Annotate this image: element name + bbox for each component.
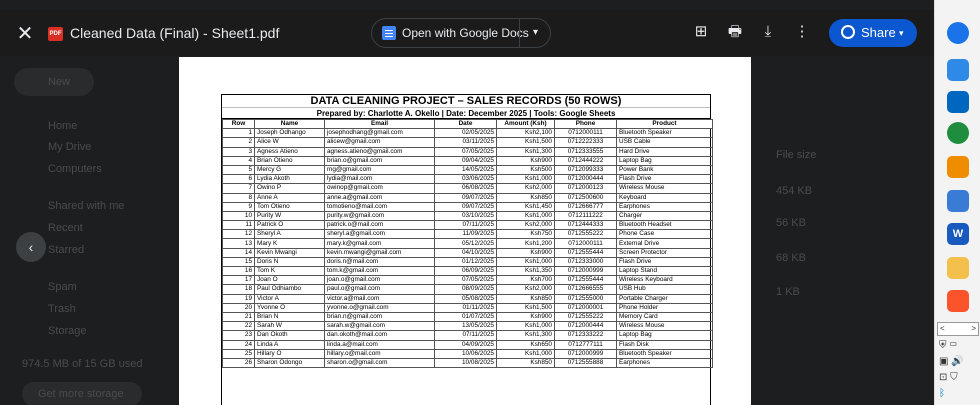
table-cell: Ksh1,000 <box>497 211 555 220</box>
table-row <box>223 303 713 312</box>
table-cell: linda.a@mail.com <box>325 340 435 349</box>
table-cell: 0712111222 <box>555 211 617 220</box>
open-with-button[interactable] <box>371 18 551 48</box>
table-cell: Flash Drive <box>617 257 713 266</box>
viewer-toolbar <box>0 10 934 56</box>
column-header: Phone <box>555 120 617 129</box>
table-row <box>223 312 713 321</box>
table-cell: josephodhang@gmail.com <box>325 129 435 138</box>
previous-file-button[interactable]: ‹ <box>16 232 46 262</box>
column-header: Amount (Ksh) <box>497 120 555 129</box>
table-cell: 05/08/2025 <box>435 294 497 303</box>
storage-used: 974.5 MB of 15 GB used <box>22 358 143 370</box>
windows-taskbar <box>934 0 980 405</box>
table-cell: 01/12/2025 <box>435 257 497 266</box>
table-cell: Tom K <box>255 267 325 276</box>
table-cell: 16 <box>223 267 255 276</box>
table-cell: Wireless Mouse <box>617 184 713 193</box>
table-cell: 6 <box>223 175 255 184</box>
column-header: Product <box>617 120 713 129</box>
spreadsheet <box>221 94 711 405</box>
get-storage-label: Get more storage <box>38 388 124 400</box>
table-cell: joan.o@gmail.com <box>325 276 435 285</box>
table-cell: Kevin Mwangi <box>255 248 325 257</box>
table-cell: 07/11/2025 <box>435 221 497 230</box>
download-icon[interactable]: ⤓ <box>764 23 772 40</box>
table-cell: lydia@mail.com <box>325 175 435 184</box>
table-cell: tom.k@gmail.com <box>325 267 435 276</box>
file-size-header: File size <box>776 149 817 161</box>
table-row <box>223 322 713 331</box>
table-cell: Flash Disk <box>617 340 713 349</box>
table-cell: brian.o@gmail.com <box>325 156 435 165</box>
tray-extra-icons[interactable]: ⊡ ⛉ <box>939 372 958 383</box>
close-icon[interactable]: ✕ <box>16 23 34 45</box>
table-cell: Mercy G <box>255 165 325 174</box>
table-cell: 0712000001 <box>555 303 617 312</box>
table-cell: 14/05/2025 <box>435 165 497 174</box>
table-cell: Ksh1,500 <box>497 138 555 147</box>
table-cell: Flash Drive <box>617 175 713 184</box>
table-cell: Ksh1,000 <box>497 322 555 331</box>
table-row <box>223 129 713 138</box>
table-cell: 26 <box>223 358 255 367</box>
table-cell: 24 <box>223 340 255 349</box>
nav-my-drive: My Drive <box>48 141 92 153</box>
bluetooth-icon[interactable]: ᛒ <box>939 388 945 399</box>
table-cell: 04/09/2025 <box>435 340 497 349</box>
file-size: 1 KB <box>776 286 800 298</box>
table-cell: 0712444222 <box>555 156 617 165</box>
table-row <box>223 230 713 239</box>
table-body <box>223 129 713 368</box>
table-cell: Purity W <box>255 211 325 220</box>
table-cell: 4 <box>223 156 255 165</box>
table-cell: Wireless Keyboard <box>617 276 713 285</box>
table-cell: 3 <box>223 147 255 156</box>
table-cell: Bluetooth Speaker <box>617 349 713 358</box>
table-row <box>223 193 713 202</box>
table-cell: 0712222333 <box>555 138 617 147</box>
table-cell: Victor A <box>255 294 325 303</box>
table-cell: tomotieno@mail.com <box>325 202 435 211</box>
table-cell: 0712666777 <box>555 202 617 211</box>
table-cell: 13/05/2025 <box>435 322 497 331</box>
table-cell: 20 <box>223 303 255 312</box>
share-button[interactable] <box>829 19 917 47</box>
table-cell: Ksh850 <box>497 193 555 202</box>
open-with-label: Open with Google Docs <box>402 26 529 40</box>
column-header: Email <box>325 120 435 129</box>
globe-icon <box>841 25 855 39</box>
nav-starred: Starred <box>48 244 85 256</box>
table-cell: 2 <box>223 138 255 147</box>
sales-table <box>222 119 713 368</box>
share-dropdown[interactable]: ▾ <box>899 28 904 38</box>
table-cell: mary.k@gmail.com <box>325 239 435 248</box>
table-cell: 11/09/2025 <box>435 230 497 239</box>
table-cell: sheryl.a@gmail.com <box>325 230 435 239</box>
table-cell: purity.w@gmail.com <box>325 211 435 220</box>
table-cell: 0712555444 <box>555 248 617 257</box>
table-cell: dan.okoth@mail.com <box>325 331 435 340</box>
table-cell: 8 <box>223 193 255 202</box>
table-cell: Portable Charger <box>617 294 713 303</box>
word-icon[interactable]: W <box>947 223 969 245</box>
new-label: New <box>48 76 71 88</box>
table-cell: Ksh900 <box>497 312 555 321</box>
pdf-icon: PDF <box>48 27 63 41</box>
table-cell: 08/09/2025 <box>435 285 497 294</box>
table-cell: 10 <box>223 211 255 220</box>
table-cell: Sheryl A <box>255 230 325 239</box>
table-cell: 9 <box>223 202 255 211</box>
table-cell: mg@gmail.com <box>325 165 435 174</box>
google-docs-icon <box>382 26 396 40</box>
table-cell: Screen Protector <box>617 248 713 257</box>
table-cell: 0712500600 <box>555 193 617 202</box>
table-row <box>223 285 713 294</box>
table-cell: Bluetooth Speaker <box>617 129 713 138</box>
table-cell: 0712777111 <box>555 340 617 349</box>
table-cell: Bluetooth Headset <box>617 221 713 230</box>
table-cell: 0712000444 <box>555 175 617 184</box>
table-cell: Alice W <box>255 138 325 147</box>
table-cell: 23 <box>223 331 255 340</box>
table-row <box>223 349 713 358</box>
nav-storage: Storage <box>48 325 87 337</box>
network-volume-icons[interactable]: ▣ 🔊 <box>939 356 964 367</box>
table-cell: 01/11/2025 <box>435 303 497 312</box>
table-cell: Ksh700 <box>497 276 555 285</box>
table-cell: yvonne.o@gmail.com <box>325 303 435 312</box>
tray-icons[interactable]: ⛨ ▭ <box>939 340 958 351</box>
table-cell: Patrick O <box>255 221 325 230</box>
table-cell: 0712555888 <box>555 358 617 367</box>
table-cell: 07/05/2025 <box>435 276 497 285</box>
table-cell: 14 <box>223 248 255 257</box>
table-cell: 09/07/2025 <box>435 202 497 211</box>
table-row <box>223 221 713 230</box>
table-row <box>223 358 713 367</box>
table-row <box>223 239 713 248</box>
table-cell: 0712000111 <box>555 129 617 138</box>
nav-shared: Shared with me <box>48 200 125 212</box>
cloud-icon[interactable] <box>947 59 969 81</box>
table-cell: 0712000999 <box>555 267 617 276</box>
network-icon[interactable] <box>947 190 969 212</box>
table-cell: Ksh1,000 <box>497 257 555 266</box>
table-cell: Joan O <box>255 276 325 285</box>
table-cell: 0712000999 <box>555 349 617 358</box>
table-cell: victor.a@mail.com <box>325 294 435 303</box>
table-cell: 10/08/2025 <box>435 358 497 367</box>
table-cell: 0712000444 <box>555 322 617 331</box>
table-cell: 07/11/2025 <box>435 331 497 340</box>
table-cell: USB Cable <box>617 138 713 147</box>
table-row <box>223 340 713 349</box>
table-cell: Hard Drive <box>617 147 713 156</box>
brave-icon[interactable] <box>947 290 969 312</box>
table-cell: 02/05/2025 <box>435 129 497 138</box>
table-cell: Phone Case <box>617 230 713 239</box>
table-row <box>223 184 713 193</box>
table-cell: sharon.o@gmail.com <box>325 358 435 367</box>
table-cell: Ksh1,000 <box>497 349 555 358</box>
sheet-title: DATA CLEANING PROJECT – SALES RECORDS (50 ROWS) <box>222 95 710 108</box>
table-cell: 11 <box>223 221 255 230</box>
table-row <box>223 211 713 220</box>
table-cell: Lydia Akoth <box>255 175 325 184</box>
table-row <box>223 165 713 174</box>
add-comment-icon[interactable]: ⊞ <box>694 23 708 40</box>
column-header: Row <box>223 120 255 129</box>
table-cell: 0712555222 <box>555 312 617 321</box>
table-cell: 13 <box>223 239 255 248</box>
table-cell: brian.n@gmail.com <box>325 312 435 321</box>
table-cell: Ksh1,300 <box>497 331 555 340</box>
table-cell: 19 <box>223 294 255 303</box>
table-cell: Sarah W <box>255 322 325 331</box>
table-cell: 0712333000 <box>555 257 617 266</box>
table-cell: Ksh650 <box>497 340 555 349</box>
table-cell: Laptop Stand <box>617 267 713 276</box>
table-cell: Ksh2,100 <box>497 129 555 138</box>
nav-spam: Spam <box>48 281 77 293</box>
table-cell: Laptop Bag <box>617 156 713 165</box>
table-cell: 25 <box>223 349 255 358</box>
table-cell: 03/10/2025 <box>435 211 497 220</box>
open-with-dropdown[interactable]: ▾ <box>519 19 551 47</box>
table-cell: 5 <box>223 165 255 174</box>
table-cell: Sharon Odongo <box>255 358 325 367</box>
table-cell: patrick.o@mail.com <box>325 221 435 230</box>
table-cell: 22 <box>223 322 255 331</box>
table-row <box>223 294 713 303</box>
table-row <box>223 248 713 257</box>
table-row <box>223 331 713 340</box>
table-cell: 04/10/2025 <box>435 248 497 257</box>
table-cell: USB Hub <box>617 285 713 294</box>
table-cell: External Drive <box>617 239 713 248</box>
file-size: 56 KB <box>776 217 806 229</box>
table-cell: Ksh900 <box>497 156 555 165</box>
share-label: Share <box>861 25 896 40</box>
table-cell: 7 <box>223 184 255 193</box>
chevron-left-icon[interactable]: < <box>940 324 945 333</box>
table-cell: Ksh2,000 <box>497 221 555 230</box>
table-cell: owinop@gmail.com <box>325 184 435 193</box>
table-cell: Ksh1,000 <box>497 175 555 184</box>
table-cell: Ksh1,450 <box>497 202 555 211</box>
table-cell: 0712000123 <box>555 184 617 193</box>
table-cell: Ksh1,300 <box>497 147 555 156</box>
table-cell: 17 <box>223 276 255 285</box>
table-cell: Agness Atieno <box>255 147 325 156</box>
table-cell: Laptop Bag <box>617 331 713 340</box>
nav-home: Home <box>48 120 78 132</box>
document-title: Cleaned Data (Final) - Sheet1.pdf <box>70 25 280 41</box>
table-cell: Earphones <box>617 358 713 367</box>
chevron-right-icon[interactable]: > <box>971 324 976 333</box>
table-cell: Keyboard <box>617 193 713 202</box>
table-cell: Phone Holder <box>617 303 713 312</box>
table-cell: Earphones <box>617 202 713 211</box>
taskbar-overflow-control[interactable] <box>937 322 979 336</box>
vlc-icon[interactable] <box>947 156 969 178</box>
table-cell: 06/08/2025 <box>435 184 497 193</box>
table-cell: 0712555000 <box>555 294 617 303</box>
table-cell: Ksh1,350 <box>497 267 555 276</box>
table-cell: Ksh900 <box>497 248 555 257</box>
nav-computers: Computers <box>48 163 102 175</box>
table-row <box>223 156 713 165</box>
table-row <box>223 147 713 156</box>
column-header: Name <box>255 120 325 129</box>
table-cell: 21 <box>223 312 255 321</box>
edge-icon[interactable] <box>947 22 969 44</box>
table-row <box>223 202 713 211</box>
table-cell: Anne A <box>255 193 325 202</box>
table-cell: 0712555444 <box>555 276 617 285</box>
table-header-row <box>223 120 713 129</box>
table-cell: 09/07/2025 <box>435 193 497 202</box>
table-cell: 03/11/2025 <box>435 138 497 147</box>
file-size: 68 KB <box>776 252 806 264</box>
table-cell: Ksh1,500 <box>497 303 555 312</box>
chrome-icon[interactable] <box>947 122 969 144</box>
table-cell: Mary K <box>255 239 325 248</box>
table-cell: hillary.o@mail.com <box>325 349 435 358</box>
table-cell: 03/06/2025 <box>435 175 497 184</box>
table-cell: Yvonne O <box>255 303 325 312</box>
more-options-icon[interactable]: ⋮ <box>794 23 810 40</box>
table-cell: Ksh1,200 <box>497 239 555 248</box>
table-cell: 0712333555 <box>555 147 617 156</box>
table-cell: Wireless Mouse <box>617 322 713 331</box>
table-cell: 10/06/2025 <box>435 349 497 358</box>
table-cell: 07/05/2025 <box>435 147 497 156</box>
store-icon[interactable] <box>947 91 969 113</box>
table-cell: Brian Otieno <box>255 156 325 165</box>
file-size: 454 KB <box>776 185 813 197</box>
table-cell: 15 <box>223 257 255 266</box>
table-cell: alicew@gmail.com <box>325 138 435 147</box>
table-cell: 0712000111 <box>555 239 617 248</box>
table-cell: 0712333222 <box>555 331 617 340</box>
table-cell: doris.n@mail.com <box>325 257 435 266</box>
table-cell: Ksh500 <box>497 165 555 174</box>
nav-recent: Recent <box>48 222 83 234</box>
table-cell: Brian N <box>255 312 325 321</box>
table-cell: 1 <box>223 129 255 138</box>
table-cell: 12 <box>223 230 255 239</box>
table-cell: 05/12/2025 <box>435 239 497 248</box>
table-cell: Ksh2,000 <box>497 285 555 294</box>
table-cell: 01/07/2025 <box>435 312 497 321</box>
table-cell: Ksh850 <box>497 358 555 367</box>
table-row <box>223 175 713 184</box>
table-cell: Joseph Odhango <box>255 129 325 138</box>
table-cell: agness.atieno@gmail.com <box>325 147 435 156</box>
table-cell: 18 <box>223 285 255 294</box>
table-cell: Ksh750 <box>497 230 555 239</box>
table-cell: Hillary O <box>255 349 325 358</box>
pdf-page <box>179 57 751 405</box>
table-row <box>223 267 713 276</box>
table-cell: 0712555222 <box>555 230 617 239</box>
print-icon[interactable]: 🖶 <box>727 23 743 40</box>
table-cell: Paul Odhiambo <box>255 285 325 294</box>
table-cell: Owino P <box>255 184 325 193</box>
table-cell: kevin.mwangi@gmail.com <box>325 248 435 257</box>
table-cell: Doris N <box>255 257 325 266</box>
table-cell: Charger <box>617 211 713 220</box>
table-cell: Power Bank <box>617 165 713 174</box>
table-cell: Dan Okoth <box>255 331 325 340</box>
sheet-subtitle: Prepared by: Charlotte A. Okello | Date: December 2025 | Tools: Google Sheets <box>222 108 710 119</box>
folder-icon[interactable] <box>947 257 969 279</box>
table-cell: Memory Card <box>617 312 713 321</box>
table-row <box>223 257 713 266</box>
table-cell: 09/04/2025 <box>435 156 497 165</box>
table-cell: Linda A <box>255 340 325 349</box>
table-row <box>223 138 713 147</box>
table-cell: sarah.w@gmail.com <box>325 322 435 331</box>
table-cell: paul.o@gmail.com <box>325 285 435 294</box>
table-cell: Ksh850 <box>497 294 555 303</box>
table-cell: 0712099333 <box>555 165 617 174</box>
table-cell: 0712666555 <box>555 285 617 294</box>
table-cell: 0712444333 <box>555 221 617 230</box>
table-cell: 06/09/2025 <box>435 267 497 276</box>
table-cell: anne.a@gmail.com <box>325 193 435 202</box>
nav-trash: Trash <box>48 303 76 315</box>
table-cell: Ksh2,000 <box>497 184 555 193</box>
table-cell: Tom Otieno <box>255 202 325 211</box>
column-header: Date <box>435 120 497 129</box>
table-row <box>223 276 713 285</box>
